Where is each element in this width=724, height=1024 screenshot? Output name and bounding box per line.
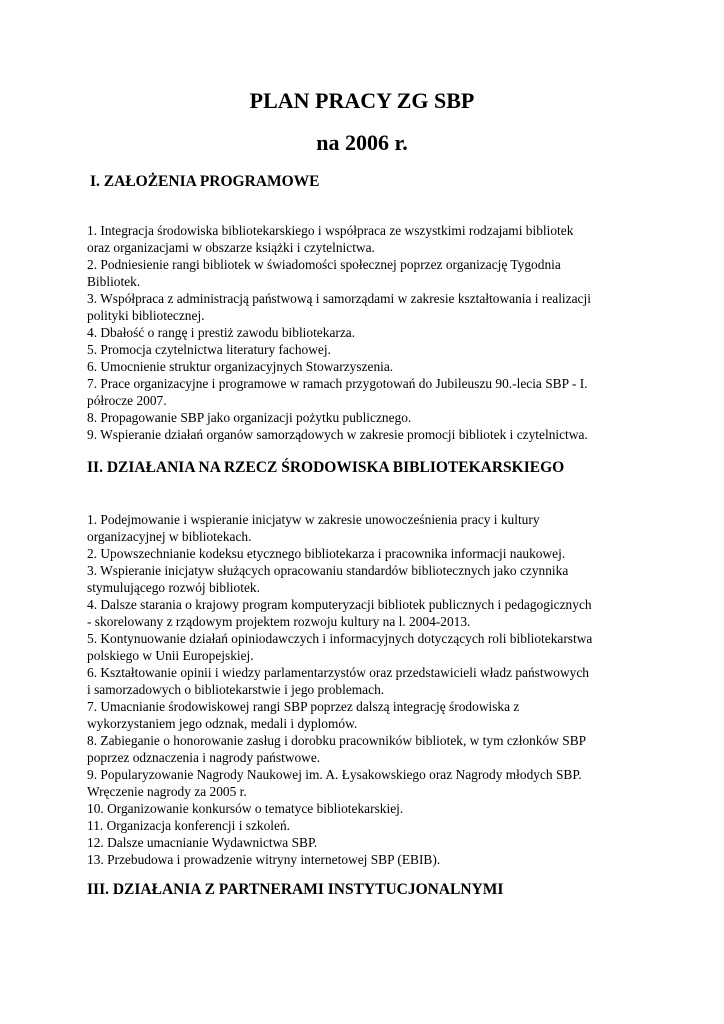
list-item-line: i samorzadowych o bibliotekarstwie i jego problemach. xyxy=(87,682,385,697)
list-item xyxy=(87,545,647,562)
list-item xyxy=(87,426,647,443)
list-item-line: 9. Wspieranie działań organów samorządowych w zakresie promocji bibliotek i czytelnictwa. xyxy=(87,427,588,442)
list-item xyxy=(87,766,647,800)
list-item xyxy=(87,630,647,664)
list-item xyxy=(87,851,647,868)
list-item xyxy=(87,562,647,596)
list-item-line: 1. Integracja środowiska bibliotekarskiego i współpraca ze wszystkimi rodzajami bibliotek xyxy=(87,223,574,238)
list-item-line: 7. Prace organizacyjne i programowe w ramach przygotowań do Jubileuszu 90.-lecia SBP - I. xyxy=(87,376,588,391)
list-item-line: Bibliotek. xyxy=(87,274,141,289)
list-item xyxy=(87,358,647,375)
list-item-line: 1. Podejmowanie i wspieranie inicjatyw w zakresie unowocześnienia pracy i kultury xyxy=(87,512,540,527)
list-item-line: wykorzystaniem jego odznak, medali i dyplomów. xyxy=(87,716,358,731)
section-heading-institutional-partners: III. DZIAŁANIA Z PARTNERAMI INSTYTUCJONALNYMI xyxy=(87,881,504,898)
list-item xyxy=(87,256,647,290)
list-item xyxy=(87,732,647,766)
list-item-line: polskiego w Unii Europejskiej. xyxy=(87,648,254,663)
list-item-line: 6. Kształtowanie opinii i wiedzy parlamentarzystów oraz przedstawicieli władz państwowych xyxy=(87,665,589,680)
list-item-line: Wręczenie nagrody za 2005 r. xyxy=(87,784,247,799)
list-item-line: 13. Przebudowa i prowadzenie witryny internetowej SBP (EBIB). xyxy=(87,852,441,867)
list-item xyxy=(87,596,647,630)
list-item-line: 2. Upowszechnianie kodeksu etycznego bibliotekarza i pracownika informacji naukowej. xyxy=(87,546,566,561)
list-item-line: 9. Popularyzowanie Nagrody Naukowej im. A. Łysakowskiego oraz Nagrody młodych SBP. xyxy=(87,767,582,782)
list-item xyxy=(87,834,647,851)
list-item-line: organizacyjnej w bibliotekach. xyxy=(87,529,252,544)
list-item-line: 5. Promocja czytelnictwa literatury fachowej. xyxy=(87,342,331,357)
document-title: PLAN PRACY ZG SBP xyxy=(249,88,475,113)
list-item xyxy=(87,222,647,256)
list-item-line: 8. Zabieganie o honorowanie zasług i dorobku pracowników bibliotek, w tym członków SBP xyxy=(87,733,587,748)
list-item-line: 10. Organizowanie konkursów o tematyce bibliotekarskiej. xyxy=(87,801,404,816)
list-item xyxy=(87,409,647,426)
list-item-line: 3. Współpraca z administracją państwową i samorządami w zakresie kształtowania i realizacji xyxy=(87,291,591,306)
list-item-line: 6. Umocnienie struktur organizacyjnych Stowarzyszenia. xyxy=(87,359,394,374)
list-item xyxy=(87,290,647,324)
list-item-line: 12. Dalsze umacnianie Wydawnictwa SBP. xyxy=(87,835,318,850)
list-item-line: 4. Dbałość o rangę i prestiż zawodu bibliotekarza. xyxy=(87,325,356,340)
list-item-line: 7. Umacnianie środowiskowej rangi SBP poprzez dalszą integrację środowiska z xyxy=(87,699,520,714)
list-item-line: 11. Organizacja konferencji i szkoleń. xyxy=(87,818,291,833)
list-item-line: 4. Dalsze starania o krajowy program komputeryzacji bibliotek publicznych i pedagogicznych xyxy=(87,597,592,612)
list-item xyxy=(87,511,647,545)
list-item-line: 8. Propagowanie SBP jako organizacji pożytku publicznego. xyxy=(87,410,412,425)
document-subtitle-year: na 2006 r. xyxy=(316,130,408,155)
list-item-line: 3. Wspieranie inicjatyw służących opracowaniu standardów bibliotecznych jako czynnika xyxy=(87,563,569,578)
list-item xyxy=(87,375,647,409)
list-item-line: - skorelowany z rządowym projektem rozwoju kultury na l. 2004-2013. xyxy=(87,614,471,629)
list-item-line: półrocze 2007. xyxy=(87,393,167,408)
list-item xyxy=(87,341,647,358)
list-item-line: stymulującego rozwój bibliotek. xyxy=(87,580,260,595)
list-item-line: 2. Podniesienie rangi bibliotek w świadomości społecznej poprzez organizację Tygodnia xyxy=(87,257,561,272)
list-item-line: polityki bibliotecznej. xyxy=(87,308,205,323)
list-item-line: oraz organizacjami w obszarze książki i czytelnictwa. xyxy=(87,240,375,255)
list-item xyxy=(87,800,647,817)
list-item xyxy=(87,664,647,698)
list-item-line: 5. Kontynuowanie działań opiniodawczych i informacyjnych dotyczących roli bibliotekarstwa xyxy=(87,631,593,646)
list-item xyxy=(87,324,647,341)
section-heading-programme-assumptions: I. ZAŁOŻENIA PROGRAMOWE xyxy=(90,173,320,190)
list-item xyxy=(87,817,647,834)
section-heading-library-community-actions: II. DZIAŁANIA NA RZECZ ŚRODOWISKA BIBLIOTEKARSKIEGO xyxy=(87,459,565,476)
section-list-programme-assumptions xyxy=(87,222,647,443)
list-item xyxy=(87,698,647,732)
list-item-line: poprzez odznaczenia i nagrody państwowe. xyxy=(87,750,321,765)
section-list-library-community-actions xyxy=(87,511,647,868)
